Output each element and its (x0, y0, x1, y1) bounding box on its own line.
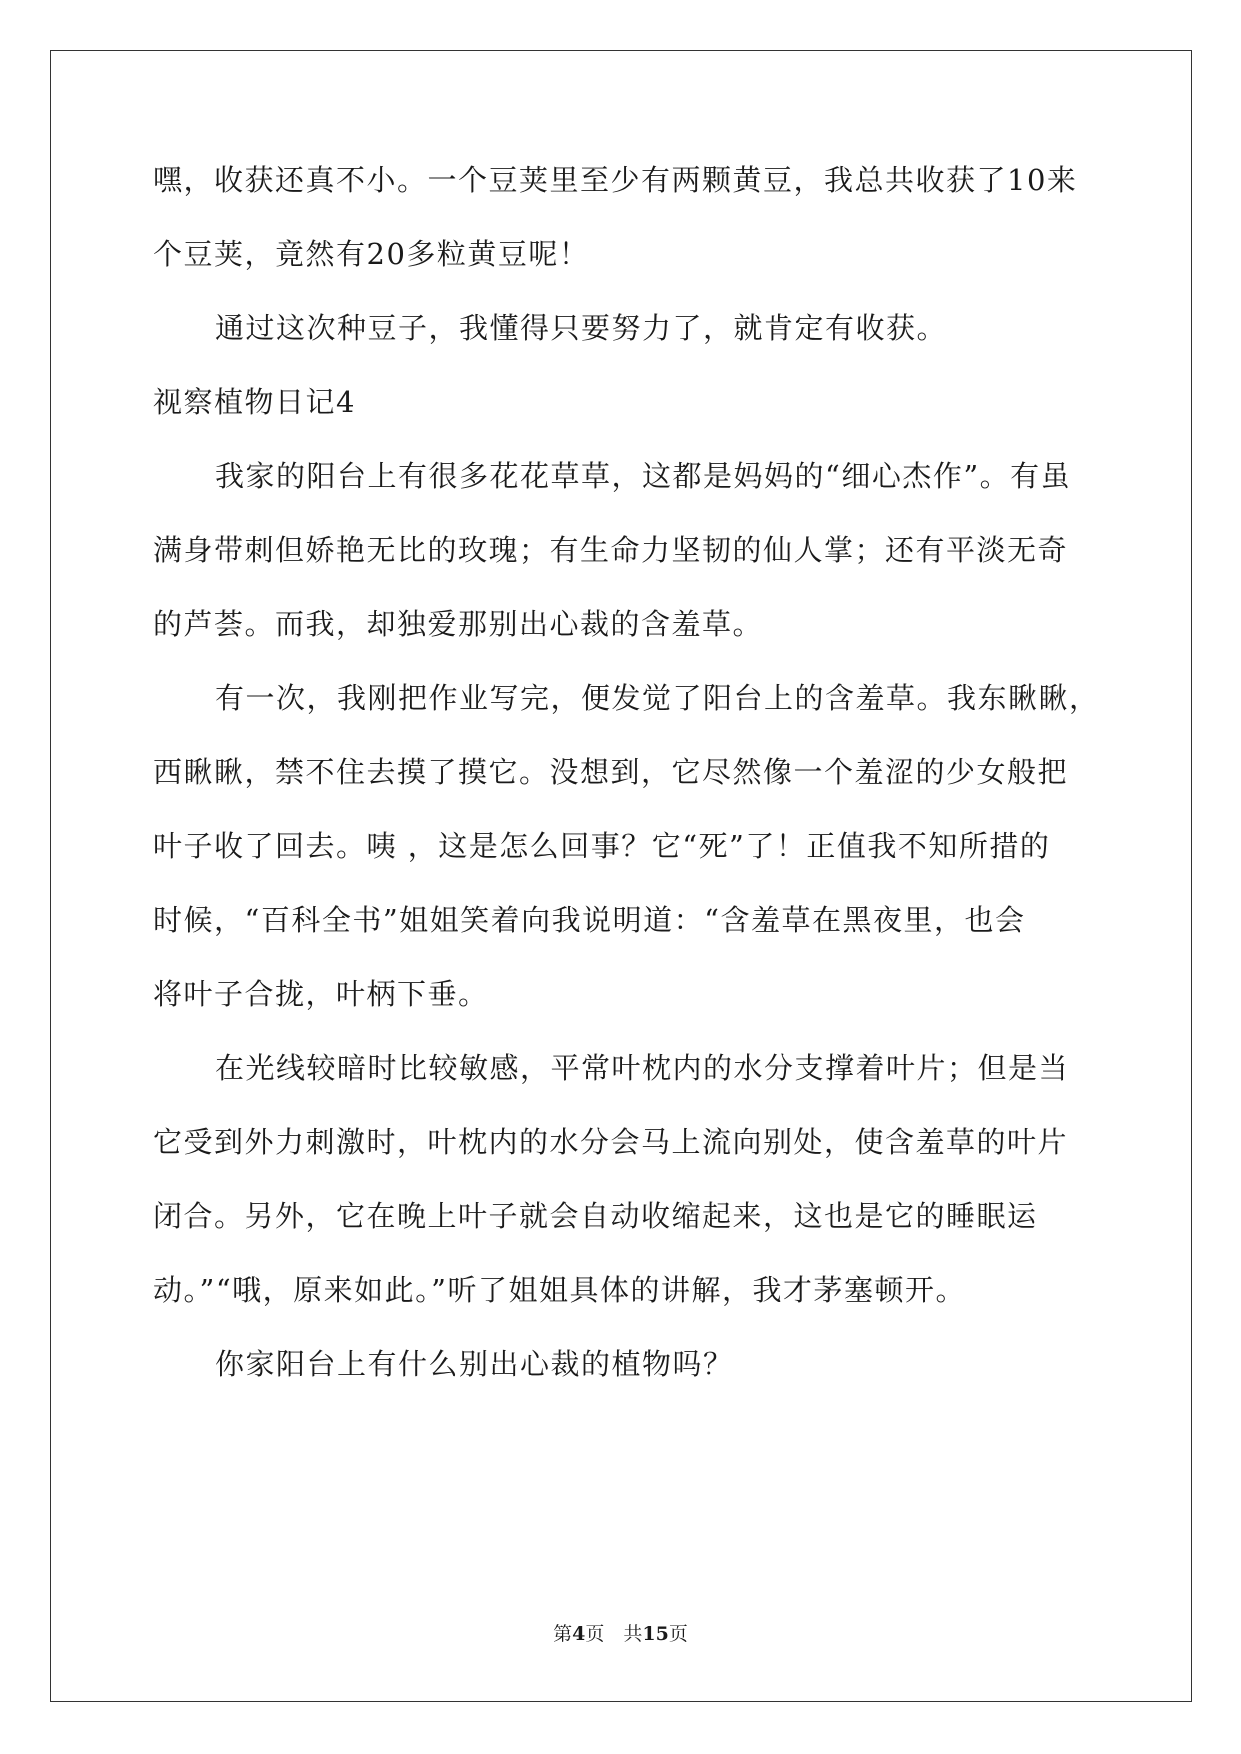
text-line: 闭合。另外，它在晚上叶子就会自动收缩起来，这也是它的睡眠运 (153, 1199, 1038, 1233)
text-line: 时候，“百科全书”姐姐笑着向我说明道：“含羞草在黑夜里，也会 (153, 903, 1026, 937)
section-heading: 视察植物日记4 (153, 385, 356, 419)
paragraph-line: 通过这次种豆子，我懂得只要努力了，就肯定有收获。 (215, 311, 948, 345)
current-page-number: 4 (572, 1623, 586, 1645)
text-line: 的芦荟。而我，却独爱那别出心裁的含羞草。 (153, 607, 764, 641)
text-line: 动。”“哦，原来如此。”听了姐姐具体的讲解，我才茅塞顿开。 (153, 1273, 966, 1307)
text-line: 将叶子合拢，叶柄下垂。 (153, 977, 489, 1011)
footer-middle: 页 共 (585, 1623, 643, 1645)
paragraph-line: 在光线较暗时比较敏感，平常叶枕内的水分支撑着叶片；但是当 (215, 1051, 1070, 1085)
paragraph-line: 你家阳台上有什么别出心裁的植物吗？ (215, 1347, 734, 1381)
text-line: 西瞅瞅，禁不住去摸了摸它。没想到，它尽然像一个羞涩的少女般把 (153, 755, 1069, 789)
text-line: 叶子收了回去。咦 ，这是怎么回事？它“死”了！正值我不知所措的 (153, 829, 1051, 863)
paragraph-line: 我家的阳台上有很多花花草草，这都是妈妈的“细心杰作”。有虽 (215, 459, 1072, 493)
footer-prefix: 第 (553, 1623, 573, 1645)
footer-suffix: 页 (668, 1623, 688, 1645)
total-page-number: 15 (642, 1623, 669, 1645)
page-border (50, 50, 1192, 1702)
paragraph-line: 有一次，我刚把作业写完，便发觉了阳台上的含羞草。我东瞅瞅， (215, 681, 1100, 715)
text-line: 它受到外力刺激时，叶枕内的水分会马上流向别处，使含羞草的叶片 (153, 1125, 1069, 1159)
text-line: 个豆荚，竟然有20多粒黄豆呢！ (153, 237, 590, 271)
page-footer (0, 1622, 1241, 1646)
text-line: 满身带刺但娇艳无比的玫瑰；有生命力坚韧的仙人掌；还有平淡无奇 (153, 533, 1069, 567)
text-line: 嘿，收获还真不小。一个豆荚里至少有两颗黄豆，我总共收获了10来 (153, 163, 1078, 197)
